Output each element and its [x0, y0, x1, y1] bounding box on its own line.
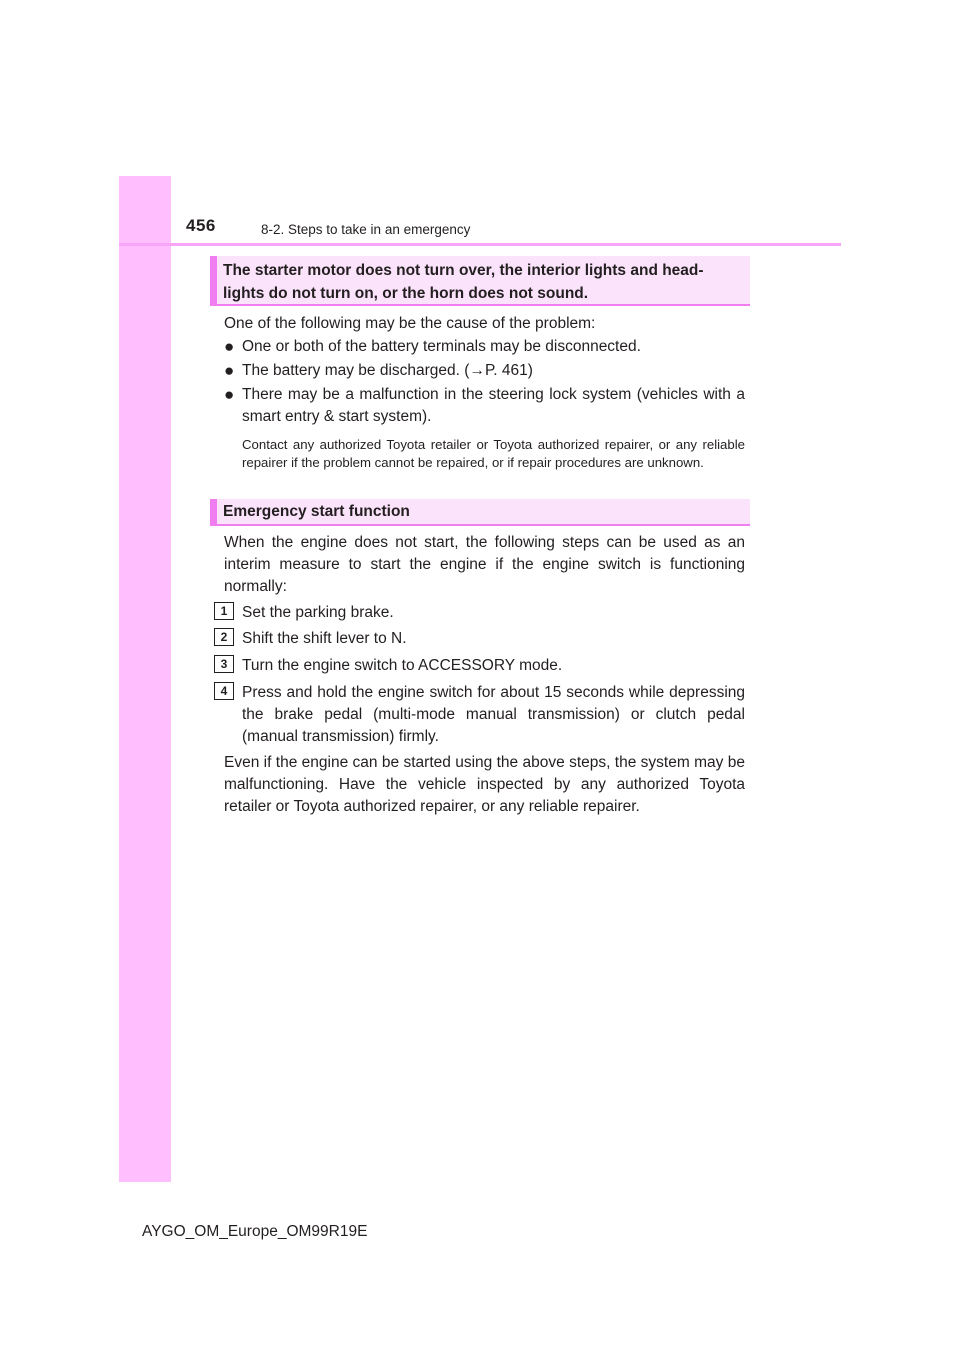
bullet-icon: ● [224, 385, 235, 404]
step-text: Press and hold the engine switch for about 15 seconds while depressing the brake pedal (multi-mode manual transmission) or clutch pedal (manual transmission) firmly. [242, 684, 745, 745]
bullet-item [224, 336, 745, 358]
bullet-text: One or both of the battery terminals may be disconnected. [242, 338, 641, 355]
cause-intro: One of the following may be the cause of the problem: [224, 315, 596, 332]
step-number-badge: 4 [214, 682, 234, 700]
step-item [214, 602, 745, 624]
contact-note: Contact any authorized Toyota retailer or Toyota authorized repairer, or any reliable repairer if the problem cannot be repaired, or if repair procedures are unknown. [242, 437, 745, 470]
heading-line-2: lights do not turn on, or the horn does not sound. [223, 285, 589, 302]
bullet-item [224, 384, 745, 428]
step-text: Set the parking brake. [242, 604, 394, 621]
step-number-badge: 2 [214, 628, 234, 646]
step-text: Shift the shift lever to N. [242, 630, 407, 647]
footer-doc-id: AYGO_OM_Europe_OM99R19E [142, 1223, 368, 1240]
section-title: 8-2. Steps to take in an emergency [261, 222, 471, 237]
heading-line-1: The starter motor does not turn over, the interior lights and head- [223, 262, 704, 279]
page-number: 456 [186, 216, 216, 235]
step-item [214, 682, 745, 748]
bullet-item [224, 360, 745, 382]
step-number-badge: 3 [214, 655, 234, 673]
step-number-badge: 1 [214, 602, 234, 620]
heading-emergency-start: Emergency start function [210, 499, 750, 526]
header-rule [119, 243, 841, 246]
step-item [214, 655, 745, 677]
emergency-intro: When the engine does not start, the following steps can be used as an interim measure to start the engine if the engine switch is functioning normally: [224, 534, 745, 595]
bullet-icon: ● [224, 361, 235, 380]
heading-starter-motor [210, 256, 750, 306]
step-item [214, 628, 745, 650]
bullet-icon: ● [224, 337, 235, 356]
step-text: Turn the engine switch to ACCESSORY mode. [242, 657, 563, 674]
closing-paragraph: Even if the engine can be started using the above steps, the system may be malfunctioning. Have the vehicle inspected by any authorized Toyota retailer or Toyota authorized repairer, or any reliable repairer. [224, 754, 745, 815]
bullet-text: The battery may be discharged. (→P. 461) [242, 362, 533, 379]
chapter-sidebar [119, 176, 171, 1182]
bullet-text: There may be a malfunction in the steering lock system (vehicles with a smart entry & start system). [242, 386, 745, 425]
